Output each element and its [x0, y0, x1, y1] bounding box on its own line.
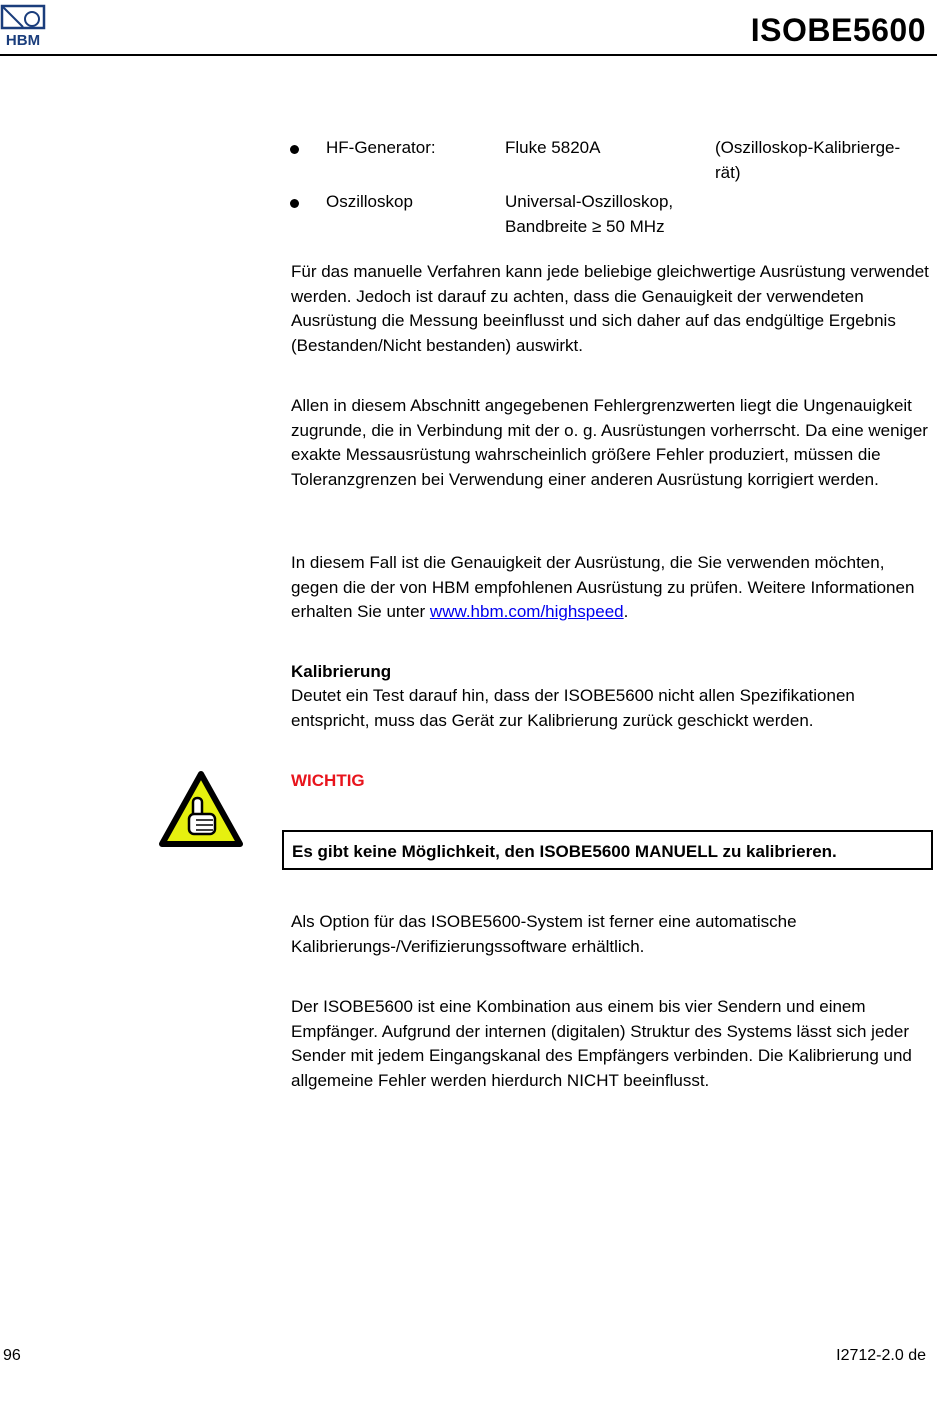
paragraph-error-limits: Allen in diesem Abschnitt angegebenen Fehlergrenzwerten liegt die Ungenauigkeit zugrunde, die in Verbindung mit der o. g. Ausrüstungen vorherrscht. Da eine weniger exakte Messausrüstung wahrscheinlich größere Fehler produziert, müssen die Toleranzgrenzen bei Verwendung einer anderen Ausrüstung korrigiert werden.: [291, 396, 928, 489]
equipment-label: HF-Generator:: [326, 138, 436, 157]
page-number: 96: [3, 1347, 21, 1364]
important-note-box: Es gibt keine Möglichkeit, den ISOBE5600 MANUELL zu kalibrieren.: [282, 830, 933, 870]
paragraph-automatic-calibration: Als Option für das ISOBE5600-System ist ferner eine automatische Kalibrierungs-/Verifizierungssoftware erhältlich.: [291, 912, 797, 956]
equipment-value: Universal-Oszilloskop, Bandbreite ≥ 50 MHz: [505, 192, 674, 236]
important-label: WICHTIG: [291, 771, 365, 790]
bullet-icon: [290, 145, 299, 154]
paragraph-calibration: Deutet ein Test darauf hin, dass der ISOBE5600 nicht allen Spezifikationen entspricht, muss das Gerät zur Kalibrierung zurück geschickt werden.: [291, 686, 855, 730]
bullet-icon: [290, 199, 299, 208]
equipment-label: Oszilloskop: [326, 192, 413, 211]
equipment-note: (Oszilloskop-Kalibrierge- rät): [715, 138, 901, 182]
hbm-logo: [0, 4, 48, 48]
paragraph-equipment-note: Für das manuelle Verfahren kann jede beliebige gleichwertige Ausrüstung verwendet werden. Jedoch ist darauf zu achten, dass die Genauigkeit der verwendeten Ausrüstung die Messung beeinflusst und sich daher auf das endgültige Ergebnis (Bestanden/Nicht bestanden) auswirkt.: [291, 262, 929, 355]
equipment-value: Fluke 5820A: [505, 138, 601, 157]
document-title: ISOBE5600: [750, 12, 926, 48]
hbm-highspeed-link[interactable]: www.hbm.com/highspeed: [429, 602, 624, 621]
paragraph-system-structure: Der ISOBE5600 ist eine Kombination aus einem bis vier Sendern und einem Empfänger. Aufgrund der internen (digitalen) Struktur des Systems lässt sich jeder Sender mit jedem Eingangskanal des Empfängers verbinden. Die Kalibrierung und allgemeine Fehler werden hierdurch NICHT beeinflusst.: [291, 997, 912, 1090]
pointing-hand-warning-icon: [158, 770, 244, 850]
calibration-heading: Kalibrierung: [291, 662, 392, 681]
header-divider: [0, 54, 937, 56]
paragraph-accuracy-check: In diesem Fall ist die Genauigkeit der Ausrüstung, die Sie verwenden möchten, gegen die der von HBM empfohlenen Ausrüstung zu prüfen. Weitere Informationen erhalten Sie unter www.hbm.com/highspeed.: [291, 553, 915, 621]
document-code: I2712-2.0 de: [836, 1347, 926, 1364]
logo-text: HBM: [5, 32, 41, 48]
